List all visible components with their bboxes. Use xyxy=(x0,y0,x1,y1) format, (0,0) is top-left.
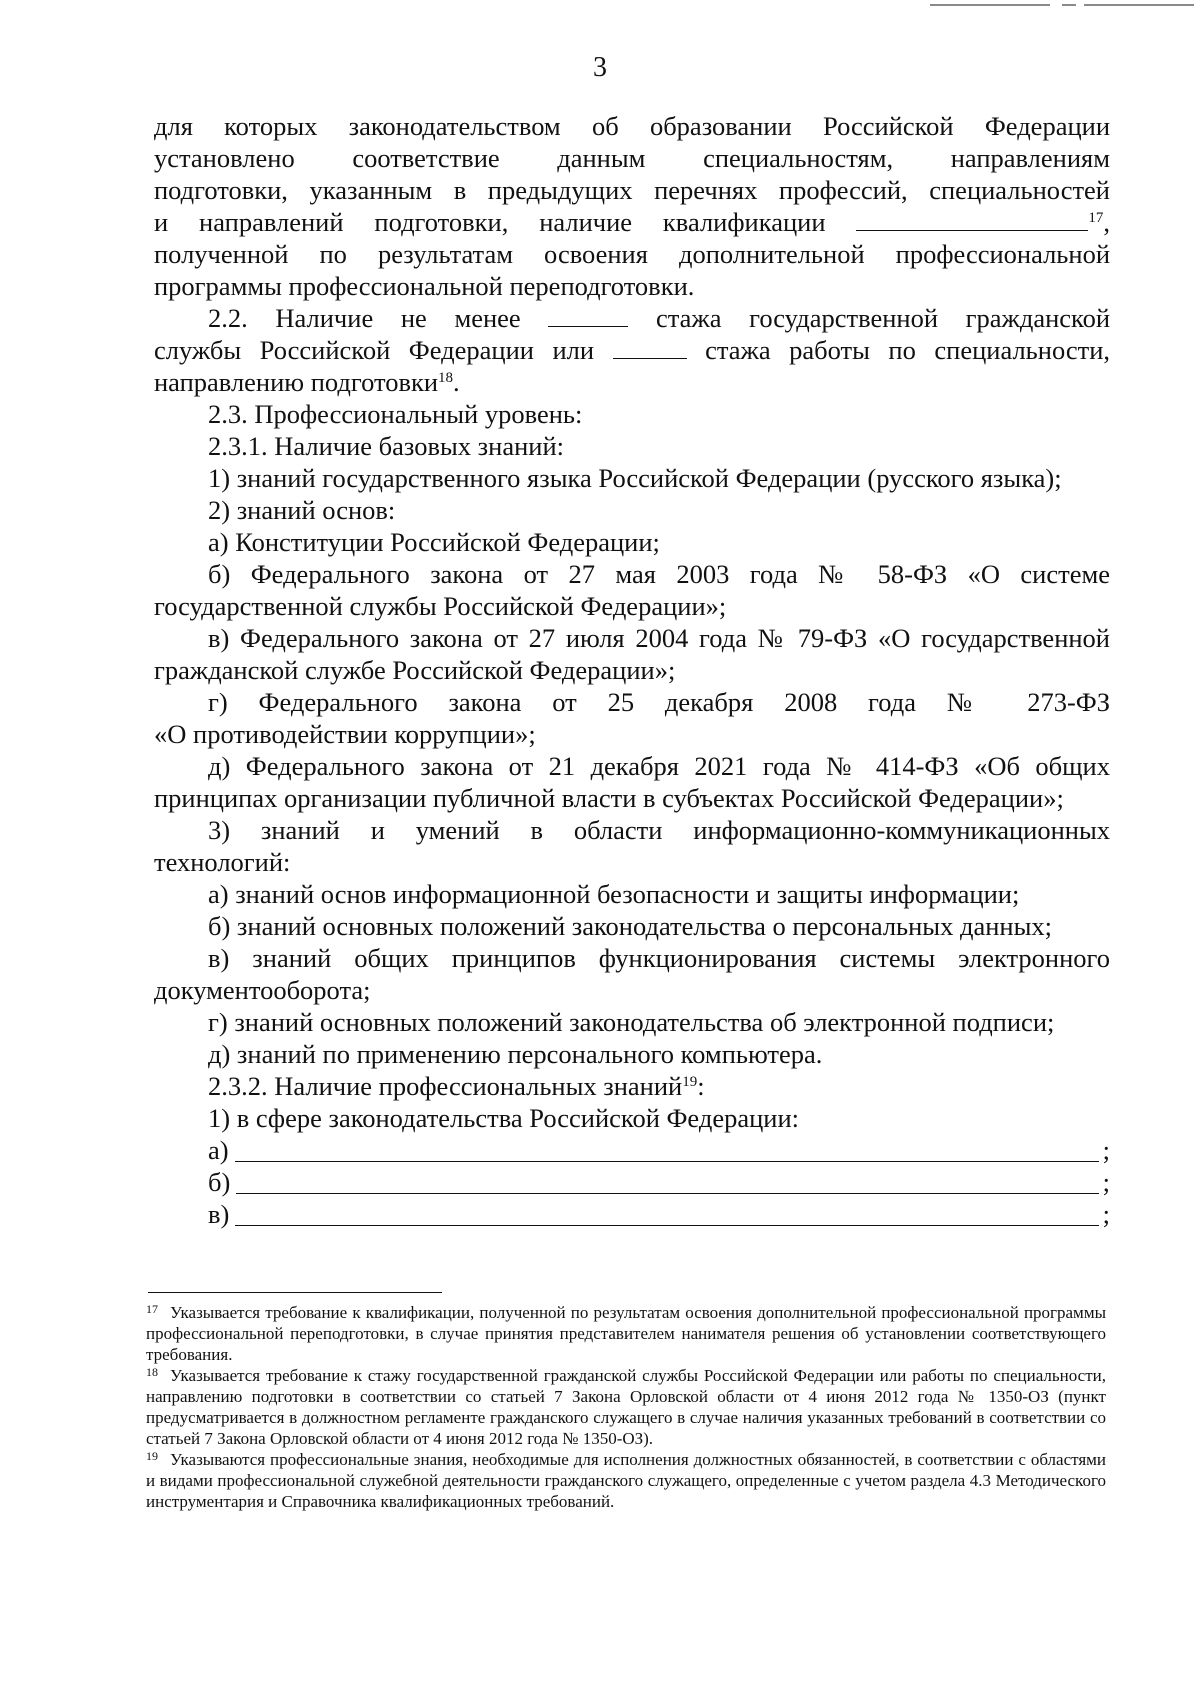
text-fragment: стажа работы по специальности, xyxy=(705,335,1111,365)
list-item: в) Федерального закона от 27 июля 2004 года № 79-ФЗ «О государственной xyxy=(208,623,1110,653)
fill-label: в) xyxy=(208,1199,230,1229)
footnote-text: Указываются профессиональные знания, необходимые для исполнения должностных обязанностей, в соответствии с областями и видами профессиональной служебной деятельности гражданского служащего, определенные с учетом раздела 4.3 Методического инструментария и Справочника квалификационных требований. xyxy=(146,1450,1106,1511)
list-item: 2) знаний основ: xyxy=(208,495,396,525)
text-line: полученной по результатам освоения дополнительной профессиональной xyxy=(154,239,1110,269)
list-item-cont: принципах организации публичной власти в субъектах Российской Федерации»; xyxy=(154,783,1064,813)
list-item-cont: государственной службы Российской Федерации»; xyxy=(154,591,727,621)
text-line: программы профессиональной переподготовки. xyxy=(154,271,695,301)
list-item: 1) в сфере законодательства Российской Федерации: xyxy=(208,1103,800,1133)
footnote-17 xyxy=(146,1302,1106,1365)
text-fragment: и направлений подготовки, наличие квалификации xyxy=(154,207,826,237)
text-fragment: службы Российской Федерации или xyxy=(154,335,595,365)
list-item: в) знаний общих принципов функционирования системы электронного xyxy=(208,943,1110,973)
footnote-number: 18 xyxy=(146,1365,158,1379)
item-2-2-line-3 xyxy=(154,366,1110,398)
text-fragment: стажа государственной гражданской xyxy=(656,303,1110,333)
footnote-ref-19: 19 xyxy=(682,1074,698,1090)
footnote-separator xyxy=(148,1292,442,1293)
footnote-number: 17 xyxy=(146,1302,158,1316)
item-2-3-1: 2.3.1. Наличие базовых знаний: xyxy=(208,431,565,461)
footnote-text: Указывается требование к стажу государственной гражданской службы Российской Федерации или работы по специальности, направлению подготовки в соответствии со статьей 7 Закона Орловской области от 4 июня 2012 года № 1350-ОЗ (пункт предусматривается в должностном регламенте гражданского служащего в случае наличия указанных требований в соответствии со статьей 7 Закона Орловской области от 4 июня 2012 года № 1350-ОЗ). xyxy=(146,1366,1106,1448)
qualification-line xyxy=(154,206,1110,238)
footnote-19 xyxy=(146,1449,1106,1512)
text-fragment: : xyxy=(697,1071,705,1101)
list-item: г) знаний основных положений законодательства об электронной подписи; xyxy=(208,1007,1055,1037)
text-fragment: 2.2. Наличие не менее xyxy=(208,303,521,333)
footnotes xyxy=(146,1302,1106,1512)
fill-blank xyxy=(236,1167,1098,1194)
list-item: 3) знаний и умений в области информационно-коммуникационных xyxy=(208,815,1110,845)
text-line: подготовки, указанным в предыдущих перечнях профессий, специальностей xyxy=(154,175,1110,205)
page-number: 3 xyxy=(593,52,607,83)
fill-blank xyxy=(235,1199,1098,1226)
fill-end: ; xyxy=(1102,1167,1110,1197)
footnote-18 xyxy=(146,1365,1106,1449)
fill-in-line xyxy=(154,1198,1110,1230)
experience-blank xyxy=(613,334,687,359)
text-fragment: 2.3.2. Наличие профессиональных знаний xyxy=(208,1071,683,1101)
list-item-cont: технологий: xyxy=(154,847,291,877)
document-body xyxy=(154,110,1110,1230)
list-item-cont: гражданской службе Российской Федерации»; xyxy=(154,655,676,685)
text-fragment: направлению подготовки xyxy=(154,367,439,397)
scan-artifact-lines xyxy=(800,0,1200,14)
list-item-cont: документооборота; xyxy=(154,975,371,1005)
fill-end: ; xyxy=(1102,1199,1110,1229)
footnote-number: 19 xyxy=(146,1449,158,1463)
text-fragment: . xyxy=(453,367,460,397)
fill-in-line xyxy=(154,1134,1110,1166)
list-item: 1) знаний государственного языка Российской Федерации (русского языка); xyxy=(208,463,1062,493)
list-item: а) Конституции Российской Федерации; xyxy=(208,527,660,557)
list-item: б) Федерального закона от 27 мая 2003 года № 58-ФЗ «О системе xyxy=(208,559,1110,589)
list-item: д) знаний по применению персонального компьютера. xyxy=(208,1039,823,1069)
list-item: г) Федерального закона от 25 декабря 2008 года № 273-ФЗ xyxy=(208,687,1110,717)
text-line: для которых законодательством об образовании Российской Федерации xyxy=(154,111,1110,141)
item-2-2-line-1 xyxy=(154,302,1110,334)
list-item: а) знаний основ информационной безопасности и защиты информации; xyxy=(208,879,1020,909)
fill-label: б) xyxy=(208,1167,231,1197)
text-line: установлено соответствие данным специальностям, направлениям xyxy=(154,143,1110,173)
fill-label: а) xyxy=(208,1135,229,1165)
item-2-2-line-2 xyxy=(154,334,1110,366)
footnote-ref-17: 17 xyxy=(1088,210,1104,226)
list-item: б) знаний основных положений законодательства о персональных данных; xyxy=(208,911,1053,941)
text-fragment: , xyxy=(1103,207,1110,237)
experience-blank xyxy=(548,302,628,327)
qualification-blank xyxy=(856,206,1088,231)
footnote-text: Указывается требование к квалификации, полученной по результатам освоения дополнительной профессиональной программы профессиональной переподготовки, в случае принятия представителем нанимателя решения об установлении соответствующего требования. xyxy=(146,1303,1106,1364)
list-item: д) Федерального закона от 21 декабря 2021 года № 414-ФЗ «Об общих xyxy=(208,751,1110,781)
fill-blank xyxy=(235,1135,1099,1162)
item-2-3-2 xyxy=(154,1070,1110,1102)
footnote-ref-18: 18 xyxy=(438,370,454,386)
item-2-3: 2.3. Профессиональный уровень: xyxy=(208,399,583,429)
fill-end: ; xyxy=(1102,1135,1110,1165)
list-item-cont: «О противодействии коррупции»; xyxy=(154,719,536,749)
fill-in-line xyxy=(154,1166,1110,1198)
